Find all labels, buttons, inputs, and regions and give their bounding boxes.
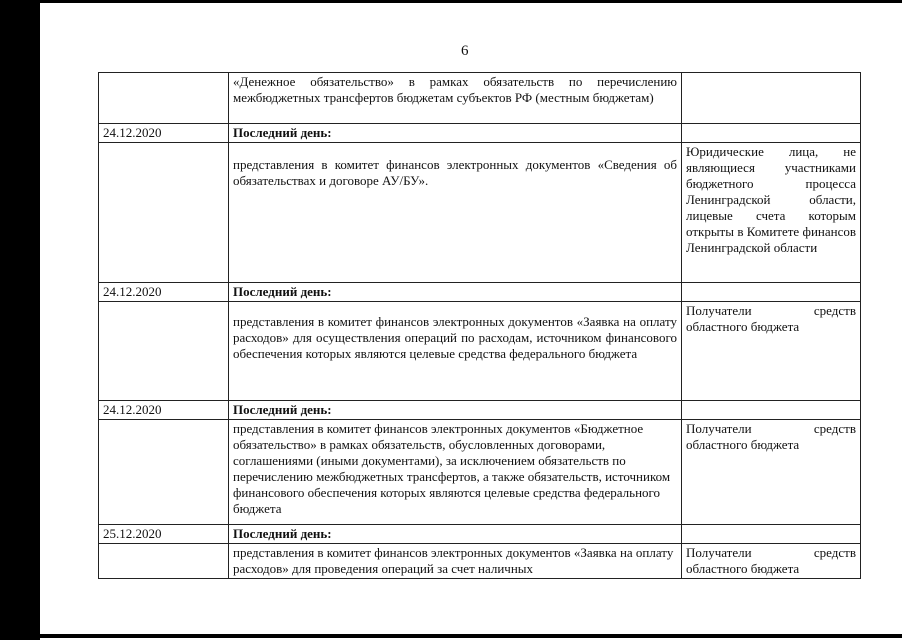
- scan-edge-bottom: [40, 634, 902, 638]
- recipients-cell: [682, 283, 861, 302]
- date-cell: [99, 73, 229, 124]
- deadline-label: Последний день:: [229, 124, 682, 143]
- table-row-header: [99, 525, 861, 544]
- table-row: [99, 143, 861, 283]
- deadline-label: Последний день:: [229, 283, 682, 302]
- date-cell: [99, 420, 229, 525]
- recipients-cell: [682, 124, 861, 143]
- recipients-cell: [682, 401, 861, 420]
- recipients-cell: Получатели средств областного бюджета: [682, 302, 861, 401]
- scan-edge-left: [0, 0, 40, 640]
- recipients-cell: Получатели средств областного бюджета: [682, 544, 861, 579]
- table-row: [99, 420, 861, 525]
- description-cell: представления в комитет финансов электронных документов «Бюджетное обязательство» в рамках обязательств, обусловленных договорами, соглашениями (иными документами), за исключением обязательств по перечислению межбюджетных трансфертов, а также обязательств, источником финансового обеспечения которых являются целевые средства федерального бюджета: [229, 420, 682, 525]
- date-cell: [99, 544, 229, 579]
- table-row: [99, 544, 861, 579]
- date-cell: [99, 302, 229, 401]
- recipients-cell: Юридические лица, не являющиеся участниками бюджетного процесса Ленинградской области, лицевые счета которым открыты в Комитете финансов Ленинградской области: [682, 143, 861, 283]
- date-cell: [99, 143, 229, 283]
- date-cell: 24.12.2020: [99, 283, 229, 302]
- schedule-table: [98, 72, 861, 579]
- description-cell: представления в комитет финансов электронных документов «Сведения об обязательствах и договоре АУ/БУ».: [229, 143, 682, 283]
- page-number: 6: [461, 43, 469, 59]
- deadline-label: Последний день:: [229, 525, 682, 544]
- scan-edge-top: [40, 0, 902, 3]
- table-row-header: [99, 401, 861, 420]
- description-cell: «Денежное обязательство» в рамках обязательств по перечислению межбюджетных трансфертов бюджетам субъектов РФ (местным бюджетам): [229, 73, 682, 124]
- table-row: [99, 302, 861, 401]
- description-cell: представления в комитет финансов электронных документов «Заявка на оплату расходов» для осуществления операций по расходам, источником финансового обеспечения которых являются целевые средства федерального бюджета: [229, 302, 682, 401]
- recipients-cell: [682, 73, 861, 124]
- recipients-cell: Получатели средств областного бюджета: [682, 420, 861, 525]
- table-row: [99, 73, 861, 124]
- deadline-label: Последний день:: [229, 401, 682, 420]
- date-cell: 24.12.2020: [99, 401, 229, 420]
- date-cell: 24.12.2020: [99, 124, 229, 143]
- date-cell: 25.12.2020: [99, 525, 229, 544]
- recipients-cell: [682, 525, 861, 544]
- table-row-header: [99, 124, 861, 143]
- description-cell: представления в комитет финансов электронных документов «Заявка на оплату расходов» для проведения операций за счет наличных: [229, 544, 682, 579]
- table-row-header: [99, 283, 861, 302]
